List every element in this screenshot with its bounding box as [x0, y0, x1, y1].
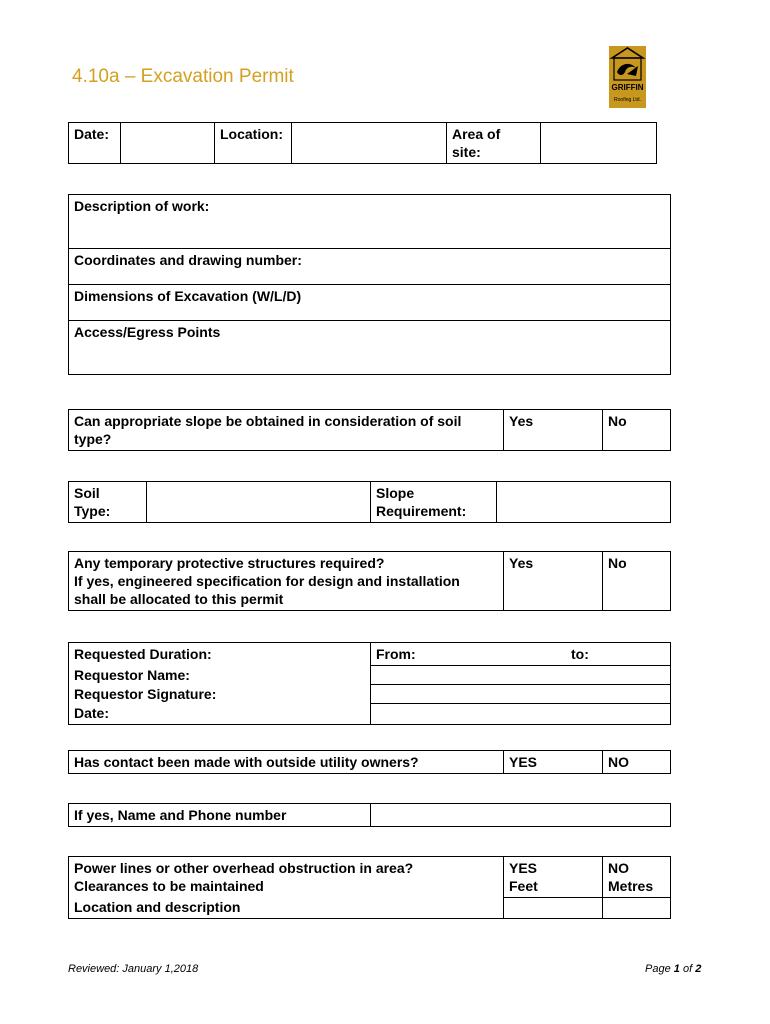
location-field[interactable] — [292, 123, 447, 164]
date-field[interactable] — [121, 123, 215, 164]
utility-question: Has contact been made with outside utility owners? — [69, 751, 504, 774]
slope-requirement-label: Slope Requirement: — [371, 482, 497, 523]
slope-requirement-field[interactable] — [497, 482, 671, 523]
request-date-label: Date: — [69, 704, 371, 725]
protective-yes[interactable]: Yes — [504, 552, 603, 611]
contact-table — [68, 803, 671, 827]
requested-duration-label: Requested Duration: — [69, 643, 371, 666]
griffin-logo — [609, 46, 646, 108]
slope-question-table — [68, 409, 671, 451]
power-table — [68, 856, 671, 919]
requestor-name-label: Requestor Name: — [69, 666, 371, 685]
utility-no[interactable]: NO — [603, 751, 671, 774]
clearances-label: Clearances to be maintained — [69, 877, 504, 898]
protective-table — [68, 551, 671, 611]
contact-label: If yes, Name and Phone number — [69, 804, 371, 827]
slope-question: Can appropriate slope be obtained in consideration of soil type? — [69, 410, 504, 451]
location-description-label: Location and description — [69, 898, 504, 919]
svg-text:GRIFFIN: GRIFFIN — [611, 83, 644, 92]
protective-no[interactable]: No — [603, 552, 671, 611]
utility-table — [68, 750, 671, 774]
svg-text:Roofing Ltd.: Roofing Ltd. — [614, 97, 641, 103]
clearance-metres[interactable]: Metres — [603, 877, 671, 898]
soil-table — [68, 481, 671, 523]
coordinates-field[interactable]: Coordinates and drawing number: — [69, 249, 671, 285]
date-label: Date: — [69, 123, 121, 164]
power-no[interactable]: NO — [603, 857, 671, 878]
request-date-field[interactable] — [371, 704, 671, 725]
area-field[interactable] — [541, 123, 657, 164]
access-egress-field[interactable]: Access/Egress Points — [69, 321, 671, 375]
slope-yes[interactable]: Yes — [504, 410, 603, 451]
area-label: Area of site: — [447, 123, 541, 164]
description-of-work[interactable]: Description of work: — [69, 195, 671, 249]
utility-yes[interactable]: YES — [504, 751, 603, 774]
site-table — [68, 122, 657, 164]
location-description-field-2[interactable] — [603, 898, 671, 919]
dimensions-field[interactable]: Dimensions of Excavation (W/L/D) — [69, 285, 671, 321]
soil-type-field[interactable] — [147, 482, 371, 523]
requestor-name-field[interactable] — [371, 666, 671, 685]
power-question: Power lines or other overhead obstruction in area? — [69, 857, 504, 878]
clearance-feet[interactable]: Feet — [504, 877, 603, 898]
protective-question: Any temporary protective structures required? If yes, engineered specification for design and installation shall be allocated to this permit — [69, 552, 504, 611]
work-table — [68, 194, 671, 375]
request-table — [68, 642, 671, 725]
slope-no[interactable]: No — [603, 410, 671, 451]
reviewed-date: Reviewed: January 1,2018 — [68, 963, 199, 975]
requestor-signature-field[interactable] — [371, 685, 671, 704]
duration-field[interactable]: From: to: — [371, 643, 671, 666]
logo-graphic — [609, 46, 646, 108]
location-description-field[interactable] — [504, 898, 603, 919]
requestor-signature-label: Requestor Signature: — [69, 685, 371, 704]
contact-field[interactable] — [371, 804, 671, 827]
page-title: 4.10a – Excavation Permit — [72, 66, 294, 87]
to-label: to: — [571, 646, 589, 662]
page-number: Page 1 of 2 — [645, 963, 702, 975]
location-label: Location: — [215, 123, 292, 164]
power-yes[interactable]: YES — [504, 857, 603, 878]
soil-type-label: Soil Type: — [69, 482, 147, 523]
